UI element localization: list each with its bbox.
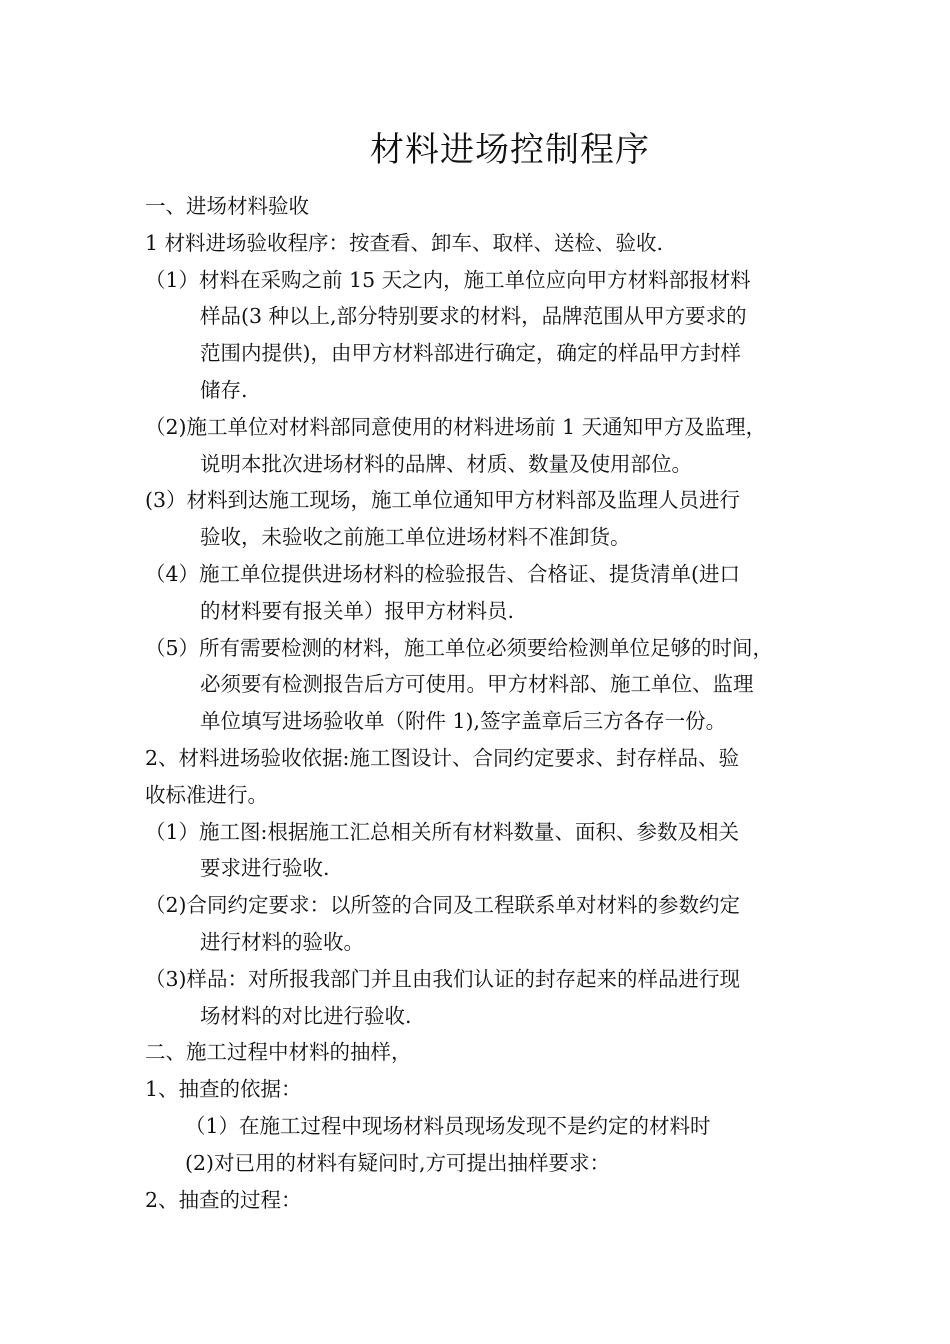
- paragraph-2-line-1: （2)施工单位对材料部同意使用的材料进场前 1 天通知甲方及监理，: [145, 414, 767, 439]
- document-body: [145, 188, 825, 1218]
- section-heading-2: 二、施工过程中材料的抽样，: [145, 1040, 412, 1065]
- section-heading-1: 一、进场材料验收: [145, 194, 309, 218]
- paragraph-4-line-1: （4）施工单位提供进场材料的检验报告、合格证、提货清单(进口: [145, 561, 741, 586]
- basis-3-line-2: 场材料的对比进行验收.: [200, 1003, 412, 1028]
- subsection-2-2: 2、抽查的过程：: [145, 1187, 302, 1212]
- basis-1-line-2: 要求进行验收.: [200, 856, 330, 881]
- paragraph-1-line-3: 范围内提供)，由甲方材料部进行确定，确定的样品甲方封样: [200, 341, 741, 366]
- basis-2-line-2: 进行材料的验收。: [200, 929, 364, 954]
- document-title: 材料进场控制程序: [370, 130, 650, 170]
- paragraph-3-line-2: 验收，未验收之前施工单位进场材料不准卸货。: [200, 525, 631, 550]
- paragraph-3-line-1: (3）材料到达施工现场，施工单位通知甲方材料部及监理人员进行: [145, 488, 741, 513]
- paragraph-2-line-2: 说明本批次进场材料的品牌、材质、数量及使用部位。: [200, 451, 692, 476]
- reason-2: (2)对已用的材料有疑问时,方可提出抽样要求：: [185, 1150, 611, 1175]
- basis-1-line-1: （1）施工图:根据施工汇总相关所有材料数量、面积、参数及相关: [145, 819, 739, 844]
- basis-3-line-1: （3)样品：对所报我部门并且由我们认证的封存起来的样品进行现: [145, 966, 741, 991]
- basis-2-line-1: （2)合同约定要求：以所签的合同及工程联系单对材料的参数约定: [145, 893, 741, 918]
- paragraph-1-line-1: （1）材料在采购之前 15 天之内，施工单位应向甲方材料部报材料: [145, 267, 751, 292]
- subsection-2-1: 1、抽查的依据：: [145, 1077, 302, 1102]
- subsection-1-2-line-1: 2、材料进场验收依据:施工图设计、合同约定要求、封存样品、验: [145, 745, 739, 770]
- paragraph-5-line-1: （5）所有需要检测的材料，施工单位必须要给检测单位足够的时间，: [145, 635, 774, 660]
- paragraph-1-line-2: 样品(3 种以上,部分特别要求的材料，品牌范围从甲方要求的: [200, 304, 747, 329]
- subsection-1-1: 1 材料进场验收程序：按查看、卸车、取样、送检、验收.: [145, 230, 664, 255]
- paragraph-5-line-3: 单位填写进场验收单（附件 1),签字盖章后三方各存一份。: [200, 709, 727, 734]
- reason-1: （1）在施工过程中现场材料员现场发现不是约定的材料时: [185, 1113, 711, 1138]
- paragraph-4-line-2: 的材料要有报关单）报甲方材料员.: [200, 598, 515, 623]
- subsection-1-2-line-2: 收标准进行。: [145, 782, 268, 807]
- paragraph-1-line-4: 储存.: [200, 377, 248, 402]
- paragraph-5-line-2: 必须要有检测报告后方可使用。甲方材料部、施工单位、监理: [200, 672, 754, 697]
